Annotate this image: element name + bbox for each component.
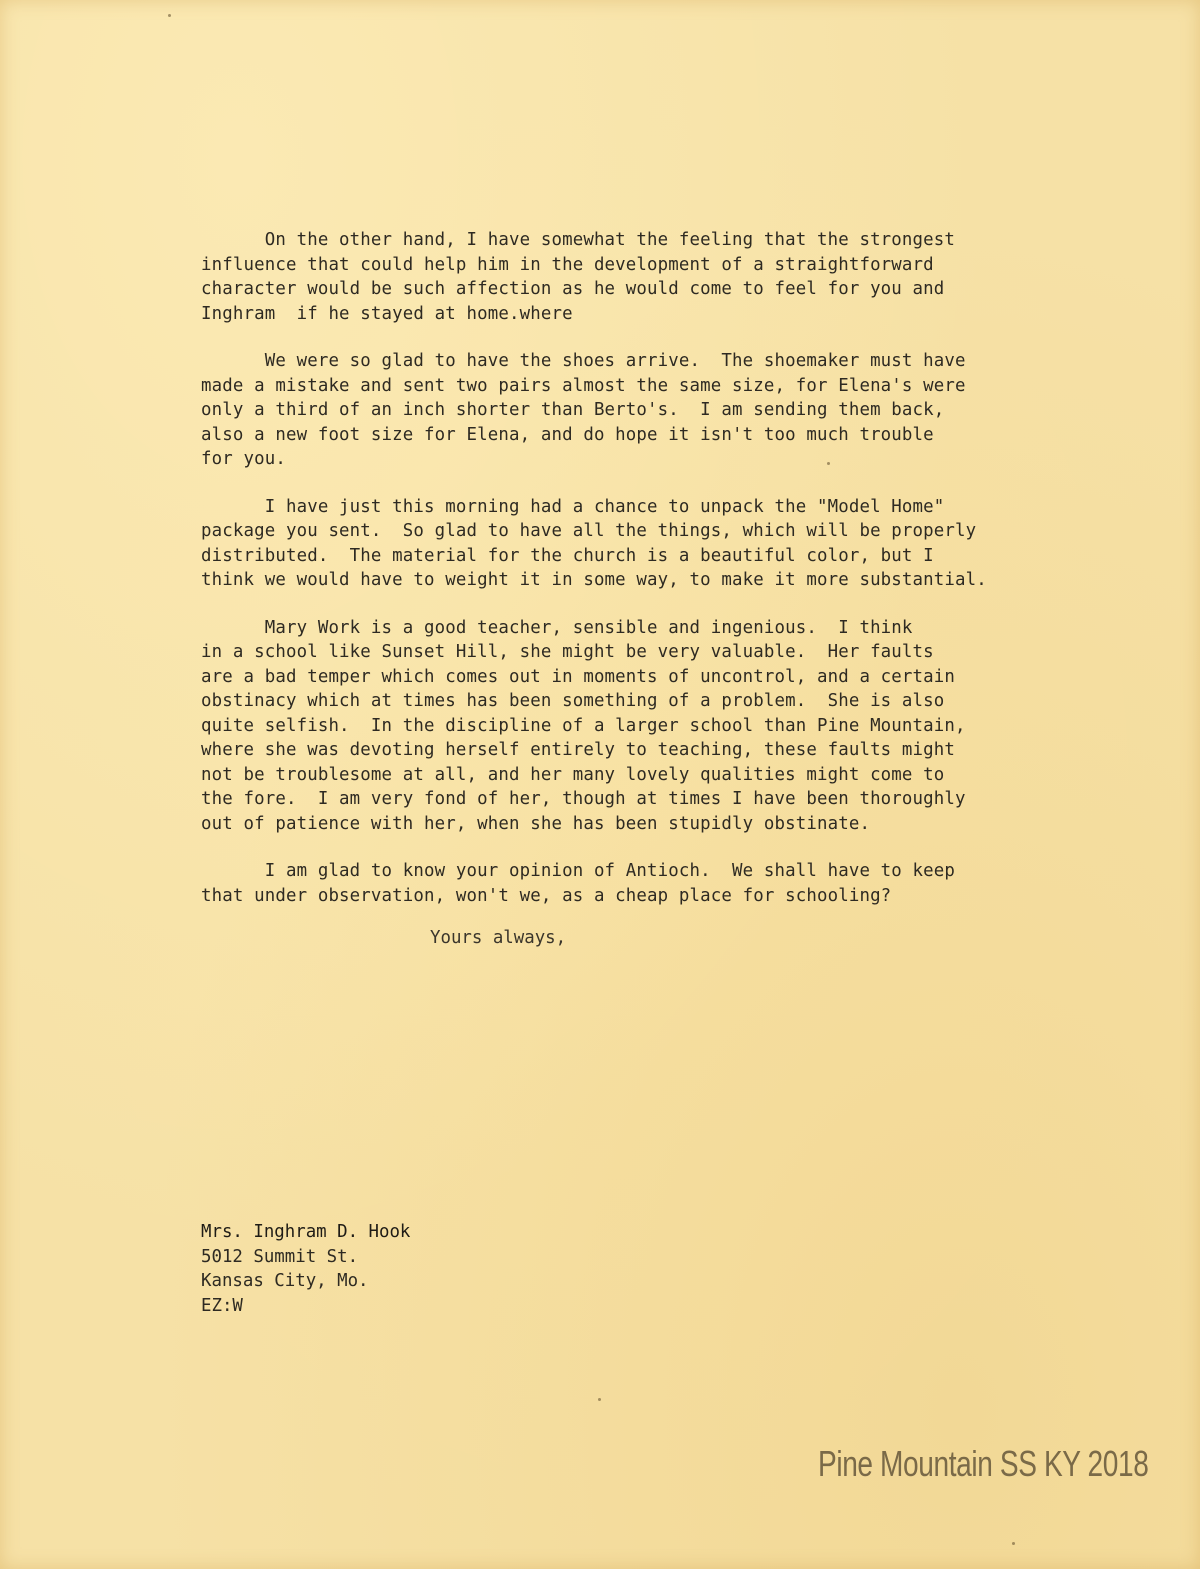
text-line: made a mistake and sent two pairs almost the same size, for Elena's were [201,375,966,396]
closing-salutation: Yours always, [430,928,567,948]
paper-speck [827,462,830,465]
text-line: I have just this morning had a chance to unpack the "Model Home" [201,496,945,517]
text-line: Inghram if he stayed at home.where [201,303,573,324]
text-line: Mary Work is a good teacher, sensible and ingenious. I think [201,617,913,638]
text-line: On the other hand, I have somewhat the feeling that the strongest [201,230,956,250]
paragraph-3 [201,495,1101,593]
paper-speck [168,14,171,17]
paragraph-5 [201,859,1101,908]
paper-speck [598,1398,601,1401]
archive-watermark: Pine Mountain SS KY 2018 [818,1443,1149,1484]
text-line: character would be such affection as he would come to feel for you and [201,279,945,299]
paragraph-2 [201,349,1101,472]
text-line: out of patience with her, when she has been stupidly obstinate. [201,813,871,834]
recipient-address [201,1220,410,1318]
text-line: only a third of an inch shorter than Berto's. I am sending them back, [201,400,945,420]
paper-speck [1012,1542,1015,1545]
paragraph-4 [201,616,1101,837]
text-line: influence that could help him in the development of a straightforward [201,254,934,275]
recipient-street: 5012 Summit St. [201,1246,359,1267]
recipient-name: Mrs. Inghram D. Hook [201,1222,411,1242]
recipient-city: Kansas City, Mo. [201,1271,369,1291]
text-line: obstinacy which at times has been something of a problem. She is also [201,691,945,711]
text-line: We were so glad to have the shoes arrive. The shoemaker must have [201,351,966,371]
text-line: also a new foot size for Elena, and do hope it isn't too much trouble [201,424,934,445]
text-line: that under observation, won't we, as a cheap place for schooling? [201,885,892,906]
text-line: not be troublesome at all, and her many lovely qualities might come to [201,764,945,785]
text-line: package you sent. So glad to have all the things, which will be properly [201,521,977,541]
text-line: where she was devoting herself entirely to teaching, these faults might [201,740,956,760]
typist-initials: EZ:W [201,1295,243,1316]
text-line: I am glad to know your opinion of Antioch. We shall have to keep [201,861,956,881]
text-line: for you. [201,449,286,469]
text-line: distributed. The material for the church is a beautiful color, but I [201,545,934,566]
text-line: in a school like Sunset Hill, she might be very valuable. Her faults [201,642,934,662]
text-line: are a bad temper which comes out in moments of uncontrol, and a certain [201,666,956,687]
text-line: quite selfish. In the discipline of a larger school than Pine Mountain, [201,715,966,736]
letter-body [201,228,1101,931]
text-line: think we would have to weight it in some way, to make it more substantial. [201,570,987,590]
text-line: the fore. I am very fond of her, though at times I have been thoroughly [201,789,966,809]
paragraph-1 [201,228,1101,326]
